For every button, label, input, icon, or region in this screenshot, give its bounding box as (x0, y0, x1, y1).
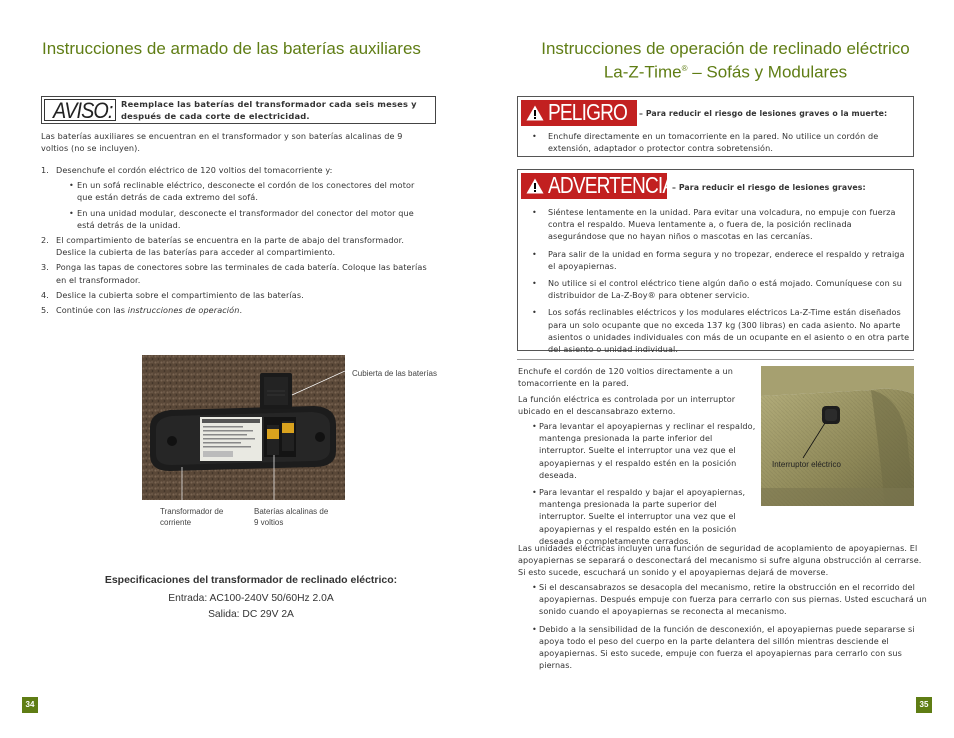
left-page-title: Instrucciones de armado de las baterías auxiliares (42, 39, 421, 58)
batteries-callout: Baterías alcalinas de 9 voltios (254, 507, 329, 527)
operation-instructions-reference: instrucciones de operación (127, 305, 240, 316)
battery-cover-callout: Cubierta de las baterías (352, 369, 437, 378)
operation-switch-text: La función eléctrica es controlada por un interruptor ubicado en el descansabrazo externo. (518, 394, 736, 417)
aviso-text: Reemplace las baterías del transformador cada seis meses y después de cada corte de electricidad. (121, 99, 417, 121)
advertencia-item: • Los sofás reclinables eléctricos y los modulares eléctricos La-Z-Time están diseñados para un solo ocupante que no exceda 137 kg (300 libras) en cada asiento. No aparte asientos o unidades individuales con más de un ocupante en el asiento o en otra parte del asiento o unidad individual. (530, 306, 910, 355)
advertencia-list (530, 206, 910, 360)
peligro-list (530, 130, 905, 159)
step-number: 1. (41, 165, 49, 175)
step-number: 5. (41, 305, 49, 316)
safety-list (518, 581, 933, 676)
step-1-substeps (56, 179, 431, 231)
advertencia-item: • Siéntese lentamente en la unidad. Para evitar una volcadura, no empuje con fuerza contra el respaldo. Mueva lentamente a, o fuera de, la posición reclinada asegurándose que no hayan niños o mascotas en las cercanías. (530, 206, 910, 243)
step-4 (41, 289, 431, 301)
substep-modular: • En una unidad modular, desconecte el transformador del conector del motor que está detrás de la unidad. (56, 207, 431, 231)
step-number: 3. (41, 262, 49, 273)
safety-item-sensitivity: • Debido a la sensibilidad de la función de desconexión, el apoyapiernas puede separarse si apoya todo el peso del cuerpo en la parte delantera del sillón mientras desciende el apoyapiernas. Si esto sucede, empuje con fuerza el apoyapiernas para cerrarlo con sus piernas. (518, 623, 933, 672)
step-text: Deslice la cubierta sobre el compartimiento de las baterías. (56, 289, 304, 300)
operation-item-close: • Para levantar el respaldo y bajar el apoyapiernas, mantenga presionada la parte superior del interruptor. Suelte el interruptor una vez que el apoyapiernas y el respaldo estén en la posición deseada o completamente cerrados. (518, 486, 758, 547)
aviso-word: AVISO: (53, 98, 113, 123)
aviso-badge (44, 99, 116, 121)
peligro-word: PELIGRO (548, 99, 628, 125)
advertencia-item: • Para salir de la unidad en forma segura y no tropezar, enderece el respaldo y retraiga el apoyapiernas. (530, 248, 910, 272)
switch-photo (761, 366, 914, 506)
step-number: 2. (41, 235, 49, 246)
warning-triangle-icon (526, 105, 544, 121)
step-text: Desenchufe el cordón eléctrico de 120 voltios del tomacorriente y: (56, 165, 333, 175)
spec-output: Salida: DC 29V 2A (208, 609, 294, 620)
advertencia-signal-word (521, 172, 675, 199)
operation-plug-text: Enchufe el cordón de 120 voltios directamente a un tomacorriente en la pared. (518, 366, 734, 389)
aviso-notice (41, 96, 436, 124)
switch-callout: Interruptor eléctrico (772, 460, 841, 469)
step-text-after: . (239, 305, 243, 316)
operation-list (518, 420, 758, 552)
peligro-warning-box (517, 96, 914, 157)
operation-item-recline: • Para levantar el apoyapiernas y reclinar el respaldo, mantenga presionada la parte inferior del interruptor. Suelte el interruptor una vez que el apoyapiernas y el respaldo estén en la posición deseada. (518, 420, 758, 481)
safety-feature-text: Las unidades eléctricas incluyen una función de seguridad de acoplamiento de apoyapiernas. El apoyapiernas se separará o desconectará del mecanismo si sufre alguna obstrucción al cerrarse. Si esto sucede, escuchará un sonido y el apoyapiernas dejará de moverse. (518, 543, 922, 578)
right-title-brand: La-Z-Time (603, 62, 682, 82)
advertencia-warning-box (517, 169, 914, 355)
step-number: 4. (41, 289, 49, 300)
advertencia-subtitle: – Para reducir el riesgo de lesiones graves: (672, 183, 866, 192)
armrest-illustration (761, 366, 914, 506)
transformer-illustration (142, 355, 345, 500)
peligro-item: • Enchufe directamente en un tomacorriente en la pared. No utilice un cordón de extensión, adaptador o protector contra sobretensión. (530, 130, 905, 154)
right-title-subject: – Sofás y Modulares (687, 62, 848, 82)
assembly-steps (41, 164, 431, 319)
advertencia-word: ADVERTENCIA (548, 172, 675, 198)
peligro-subtitle: – Para reducir el riesgo de lesiones graves o la muerte: (639, 109, 888, 118)
right-page-title (518, 39, 933, 83)
step-5 (41, 304, 431, 316)
step-text: Ponga las tapas de conectores sobre las terminales de cada batería. Coloque las baterías en el transformador. (56, 262, 427, 285)
step-3 (41, 261, 431, 285)
warning-triangle-icon (526, 178, 544, 194)
substep-sofa: • En un sofá reclinable eléctrico, desconecte el cordón de los conectores del motor que están detrás de cada extremo del sofá. (56, 179, 431, 203)
peligro-signal-word (521, 100, 637, 126)
step-text-before: Continúe con las (56, 305, 128, 316)
advertencia-item: • No utilice si el control eléctrico tiene algún daño o está mojado. Comuníquese con su distribuidor de La-Z-Boy® para obtener servicio. (530, 277, 910, 301)
transformer-photo (142, 355, 345, 500)
section-divider (517, 359, 914, 360)
right-title-line1: Instrucciones de operación de reclinado eléctrico (541, 39, 910, 58)
spec-title: Especificaciones del transformador de reclinado eléctrico: (104, 574, 398, 586)
step-2 (41, 234, 431, 258)
registered-mark: ® (681, 64, 688, 73)
step-text: El compartimiento de baterías se encuentra en la parte de abajo del transformador. Deslice la cubierta de las baterías para acceder al compartimiento. (56, 235, 405, 258)
spec-input: Entrada: AC100-240V 50/60Hz 2.0A (168, 593, 334, 604)
page-number-right: 35 (916, 697, 932, 713)
battery-intro-text: Las baterías auxiliares se encuentran en el transformador y son baterías alcalinas de 9 voltios (no se incluyen). (41, 131, 403, 154)
page-number-left: 34 (22, 697, 38, 713)
transformer-callout: Transformador de corriente (160, 507, 224, 527)
safety-item-reconnect: • Si el descansabrazos se desacopla del mecanismo, retire la obstrucción en el recorrido del apoyapiernas. Después empuje con fuerza para cerrarlo con sus piernas. Usted escuchará un sonido cuando el apoyapiernas se reconecta al mecanismo. (518, 581, 933, 618)
step-1 (41, 164, 431, 231)
